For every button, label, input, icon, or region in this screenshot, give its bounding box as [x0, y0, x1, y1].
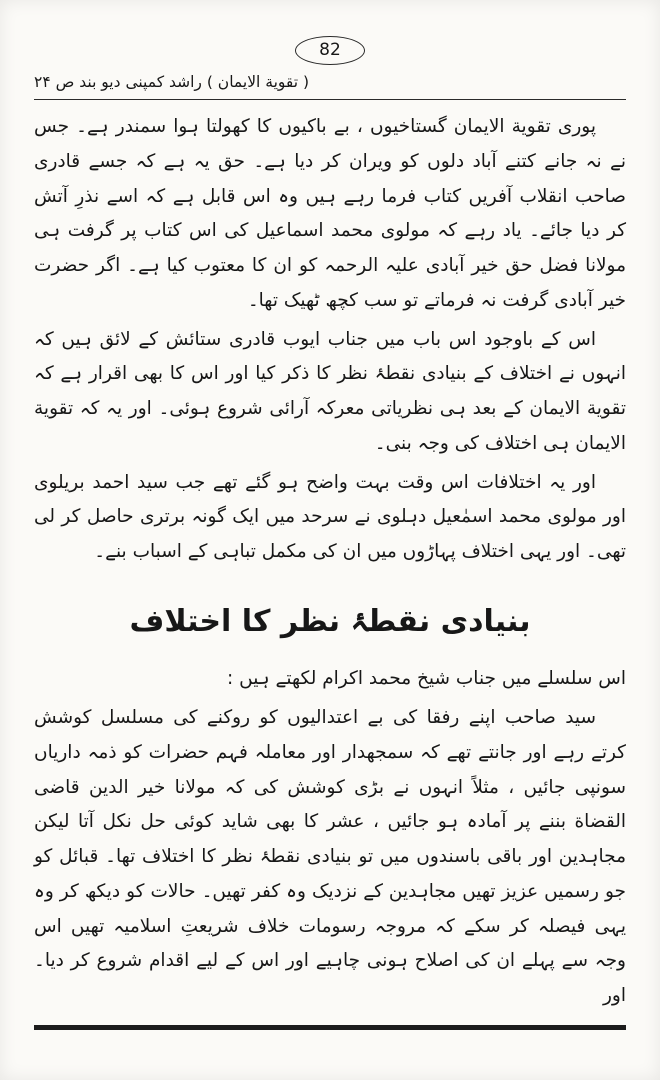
paragraph-1: پوری تقویة الایمان گستاخیوں ، بے باکیوں کا کھولتا ہوا سمندر ہے۔ جس نے نہ جانے کتنے آباد دلوں کو ویران کر دیا ہے۔ حق یہ ہے کہ جسے قادری صاحب انقلاب آفریں کتاب فرما رہے ہیں وہ اس قابل ہے کہ اسے نذرِ آتش کر دیا جائے۔ یاد رہے کہ مولوی محمد اسماعیل کی اس کتاب پر گرفت ہی مولانا فضل حق خیر آبادی علیہ الرحمہ کو ان کا معتوب کیا ہے۔ اگر حضرت خیر آبادی گرفت نہ فرماتے تو سب کچھ ٹھیک تھا۔: [34, 116, 626, 311]
paragraph-3: اور یہ اختلافات اس وقت بہت واضح ہو گئے تھے جب سید احمد بریلوی اور مولوی محمد اسمٰعیل دہلوی نے سرحد میں ایک گونہ برتری حاصل کر لی تھی۔ اور یہی اختلاف پہاڑوں میں ان کی مکمل تباہی کے اسباب بنے۔: [34, 471, 626, 563]
paragraph-2: اس کے باوجود اس باب میں جناب ایوب قادری ستائش کے لائق ہیں کہ انہوں نے اختلاف کے بنیادی نقطۂ نظر کا ذکر کیا اور اس کا بھی اقرار ہے کہ تقویة الایمان کے بعد ہی نظریاتی معرکہ آرائی شروع ہوئی۔ اور یہ کہ تقویة الایمان ہی اختلاف کی وجہ بنی۔: [34, 328, 626, 454]
header-rule: [34, 99, 626, 100]
body-text: [34, 110, 626, 1014]
quote-paragraph: سید صاحب اپنے رفقا کی بے اعتدالیوں کو روکنے کی مسلسل کوشش کرتے رہے اور جانتے تھے کہ سمجھدار اور معاملہ فہم حضرات کو ذمہ داریاں سونپی جائیں ، مثلاً انہوں نے بڑی کوشش کی کہ مولانا خیر الدین قاضی القضاة بننے پر آمادہ ہو جائیں ، عشر کا بھی شاید کوئی حل نکل آتا لیکن مجاہدین اور باقی باسندوں میں تو بنیادی نقطۂ نظر کا اختلاف تھا۔ قبائل کو جو رسمیں عزیز تھیں مجاہدین کے نزدیک وہ کفر تھیں۔ حالات کو دیکھ کر وہ یہی فیصلہ کر سکے کہ مروجہ رسومات خلاف شریعتِ اسلامیہ تھیں اس وجہ سے پہلے ان کی اصلاح ہونی چاہیے اور اس کے لیے اقدام شروع کر دیا۔ اور: [34, 707, 626, 1007]
citation-line: ( تقویة الایمان ) راشد کمپنی دیو بند ص ۲۴: [34, 73, 310, 91]
page-number-badge: 82: [295, 36, 365, 65]
page-number-row: [34, 36, 626, 65]
footer-rule: [34, 1025, 626, 1030]
intro-line: اس سلسلے میں جناب شیخ محمد اکرام لکھتے ہیں :: [227, 668, 626, 690]
section-heading: بنیادی نقطۂ نظر کا اختلاف: [129, 603, 531, 639]
